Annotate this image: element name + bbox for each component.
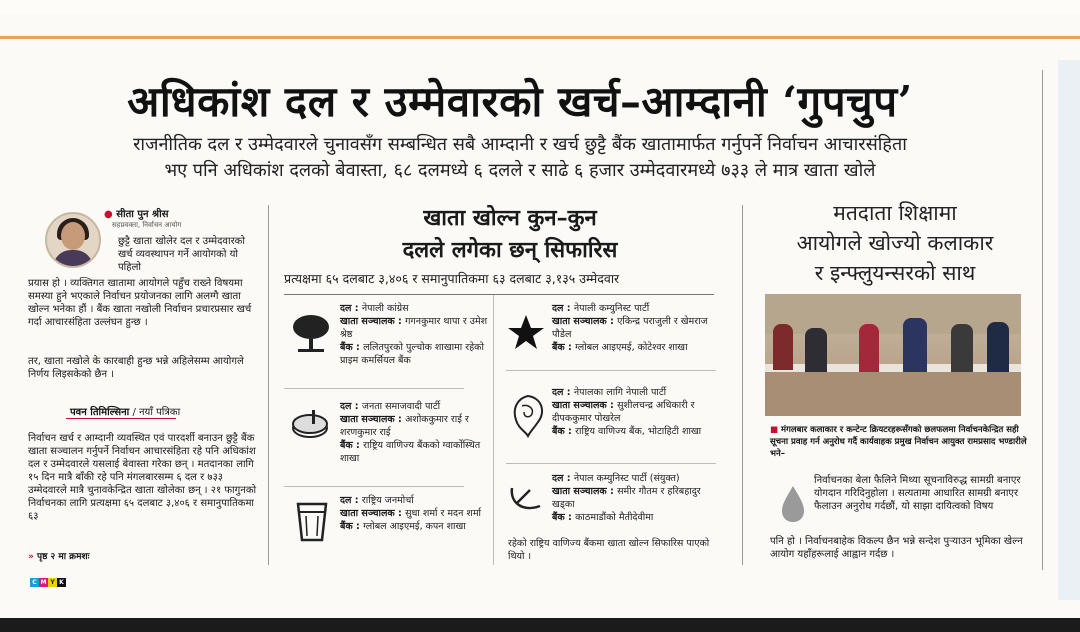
right-rule [1042,70,1043,570]
standfirst [80,132,960,184]
headline: अधिकांश दल र उम्मेवारको खर्च–आम्दानी ‘गुपचुप’ [127,77,913,126]
quote-mark-icon [780,484,806,524]
column-divider-left [268,205,269,565]
party-divider [506,463,716,464]
photo-caption: ■ मंगलबार कलाकार र कन्टेन्ट क्रियटरहरूसँगको छलफलमा निर्वाचनकेन्द्रित सही सूचना प्रवाह गर्न अनुरोध गर्दै कार्यवाहक प्रमुख निर्वाचन आयुक्त रामप्रसाद भण्डारीले भने– [770,425,1027,459]
cmyk-marks: C M Y K [30,578,66,587]
middle-divider [493,295,494,565]
party-divider [284,388,464,389]
author-line: पवन तिमिल्सिना / नयाँ पत्रिका [70,404,180,418]
continued-link[interactable]: » पृष्ठ २ मा क्रमशः [28,552,90,562]
party-entry: दल : नेपाल कम्युनिस्ट पार्टी (संयुक्त) खाता सञ्चालक : समीर गौतम र हरिबहादुर खड्का बैंक : काठमाडौंको मैतीदेवीमा [552,473,701,523]
bucket-icon [294,498,330,542]
middle-heading: खाता खोल्न कुन–कुन दलले लगेका छन् सिफारिस [402,205,618,263]
party-entry: दल : नेपाली कम्युनिस्ट पार्टी खाता सञ्चालक : एकिन्द्र पराजुली र खेमराज पौडेल बैंक : ग्लोबल आइएमई, कोटेश्वर शाखा [552,303,708,353]
millstone-icon [290,408,332,444]
quote-paragraph-2: तर, खाता नखोले के कारबाही हुन्छ भन्ने अहिलेसम्म आयोगले निर्णय लिइसकेको छैन । [28,356,244,380]
article-body: निर्वाचन खर्च र आम्दानी व्यवस्थित एवं पारदर्शी बनाउन छुट्टै बैंक खाता सञ्चालन गर्नुपर्ने निर्वाचन आचारसंहिता रहे पनि अधिकांश दल र उम्मेदवारले यसलाई बेवास्ता गरेका छन् । मतदानका लागि १५ दिन मात्रै बाँकी रहे पनि मंगलबारसम्म ६ दल र ७३३ उम्मेदवारले मात्रै चुनावकेन्द्रित खाता खोलेका छन् । २१ फागुनको निर्वाचनका लागि प्रत्यक्षमा ६५ दलबाट ३,४०६ र समानुपातिकमा ६३ [28,433,257,522]
party-entry: दल : राष्ट्रिय जनमोर्चा खाता सञ्चालक : सुधा शर्मा र मदन शर्मा बैंक : ग्लोबल आइएमई, कपन शाखा [340,495,482,532]
byline: ● सीता पुन श्रीस [104,209,169,220]
party-entry: दल : नेपालका लागि नेपाली पार्टी खाता सञ्चालक : सुशीलचन्द्र अधिकारी र दीपककुमार पोखरेल बैंक : राष्ट्रिय वाणिज्य बैंक, भोटाहिटी शाखा [552,387,702,437]
party-divider [506,370,716,371]
conch-icon [508,392,548,438]
standfirst-line-2: भए पनि अधिकांश दलको बेवास्ता, ६८ दलमध्ये ६ दलले र साढे ६ हजार उम्मेदवारमध्ये ७३३ ले मात्र खाता खोले [164,160,876,181]
pull-quote: छुट्टै खाता खोलेर दल र उम्मेदवारको खर्च व्यवस्थापन गर्ने आयोगको यो पहिलो [118,236,245,273]
column-divider-right [742,205,743,565]
right-edge [1058,60,1080,600]
middle-rule [284,294,714,295]
right-quote: निर्वाचनका बेला फैलिने मिथ्या सूचनाविरुद्ध सामग्री बनाएर योगदान गरिदिनुहोला । सत्यतामा आधारित सामग्री बनाएर फैलाउन अनुरोध गर्दछौं, यो साझा दायित्वको विषय [814,475,1021,512]
star-icon [506,312,546,352]
quote-paragraph-1: प्रयास हो । व्यक्तिगत खातामा आयोगले पहुँच राख्ने विषयमा समस्या हुने भएकाले निर्वाचन प्रयोजनका लागि अलग्गै खाता खोल्न भनेका हौं । बैंक खाता नखोली निर्वाचन प्रचारप्रसार खर्च गर्दा आचारसंहिता उल्लंघन हुन्छ । [28,278,252,328]
party-entry: दल : जनता समाजवादी पार्टी खाता सञ्चालक : अशोककुमार राई र शरणकुमार राई बैंक : राष्ट्रिय वाणिज्य बैंकको ग्वार्कोस्थित शाखा [340,401,481,464]
standfirst-line-1: राजनीतिक दल र उम्मेदवारले चुनावसँग सम्बन्धित सबै आम्दानी र खर्च छुट्टै बैंक खातामार्फत गर्नुपर्ने निर्वाचन आचारसंहिता [133,134,907,155]
top-strip [0,0,1080,14]
party-divider [284,486,464,487]
right-quote-continued: पनि हो । निर्वाचनबाहेक विकल्प छैन भन्ने सन्देश पुऱ्याउन भूमिका खेल्न आयोग यहाँहरूलाई आह्वान गर्दछ । [770,536,1023,560]
sickle-icon [506,478,546,518]
author-name: पवन तिमिल्सिना [70,407,130,418]
bottom-bar [0,618,1080,632]
paper-name: नयाँ पत्रिका [139,407,181,418]
byline-role: सहप्रवक्ता, निर्वाचन आयोग [112,221,182,229]
tree-icon [290,312,332,354]
news-photo [765,294,1021,416]
avatar [45,212,101,268]
right-heading: मतदाता शिक्षामा आयोगले खोज्यो कलाकार र इन्फ्लुयन्सरको साथ [796,201,994,285]
orange-rule [0,36,1080,39]
middle-subheading: प्रत्यक्षमा ६५ दलबाट ३,४०६ र समानुपातिकमा ६३ दलबाट ३,१३५ उम्मेदवार [284,271,620,286]
party-entry-continued: रहेको राष्ट्रिय वाणिज्य बैंकमा खाता खोल्न सिफारिस पाएको थियो । [508,538,710,562]
party-entry: दल : नेपाली कांग्रेस खाता सञ्चालक : गगनकुमार थापा र उमेश श्रेष्ठ बैंक : ललितपुरको पुल्चोक शाखामा रहेको प्राइम कमर्सियल बैंक [340,303,488,366]
